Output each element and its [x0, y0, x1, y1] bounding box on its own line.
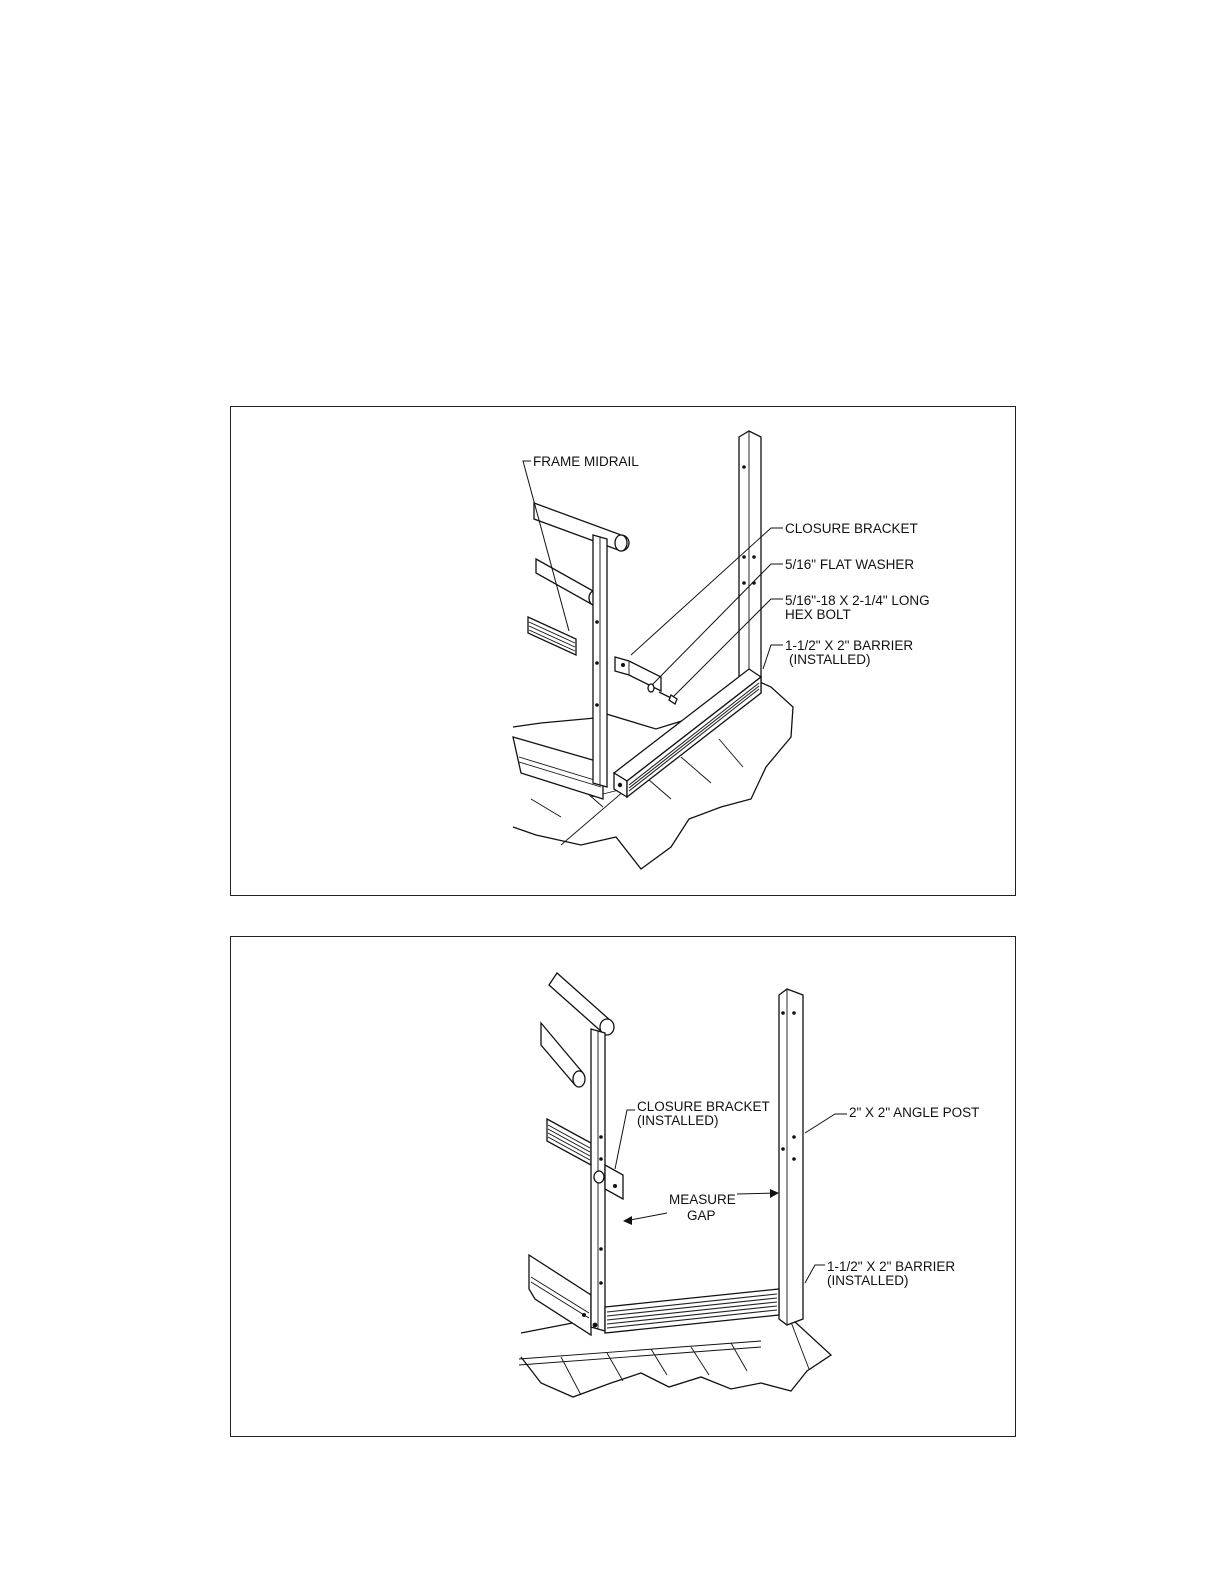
- barrier: [605, 1289, 779, 1333]
- barrier-label-line1: 1-1/2" X 2" BARRIER: [785, 638, 914, 653]
- frame-rails: [528, 503, 629, 655]
- flat-washer-label: 5/16" FLAT WASHER: [785, 557, 915, 572]
- frame-midrail-label: FRAME MIDRAIL: [533, 454, 639, 469]
- angle-post: [779, 989, 803, 1325]
- stringer: [529, 1255, 591, 1335]
- closure-bracket-part: [615, 657, 677, 704]
- barrier-label-line2: (INSTALLED): [789, 652, 871, 667]
- closure-bracket-label-line1: CLOSURE BRACKET: [637, 1099, 770, 1114]
- figure-2-frame: [230, 936, 1016, 1437]
- closure-bracket-label-line2: (INSTALLED): [637, 1113, 719, 1128]
- figure-2-drawing: [231, 937, 1017, 1438]
- hex-bolt-label-line1: 5/16"-18 X 2-1/4" LONG: [785, 593, 930, 608]
- figure-1-drawing: [231, 407, 1017, 897]
- figure-1-frame: [230, 406, 1016, 896]
- measure-gap-label-line2: GAP: [687, 1208, 716, 1223]
- measure-gap-label-line1: MEASURE: [669, 1192, 736, 1207]
- barrier-label-line1: 1-1/2" X 2" BARRIER: [827, 1259, 956, 1274]
- barrier-label-line2: (INSTALLED): [827, 1273, 909, 1288]
- barrier: [614, 669, 761, 797]
- angle-post: [739, 431, 761, 699]
- hex-bolt-label-line2: HEX BOLT: [785, 607, 851, 622]
- stringer: [513, 737, 603, 799]
- angle-post-label: 2" X 2" ANGLE POST: [849, 1105, 980, 1120]
- frame-post: [593, 535, 607, 787]
- closure-bracket-label: CLOSURE BRACKET: [785, 521, 918, 536]
